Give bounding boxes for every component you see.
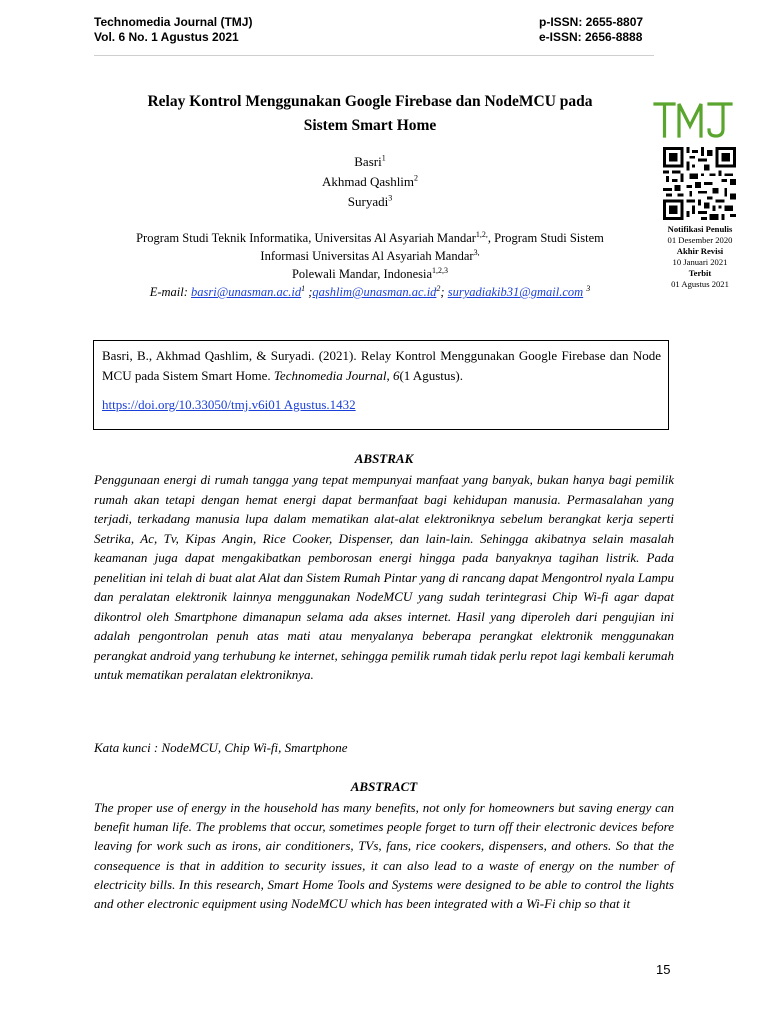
notif-label: Notifikasi Penulis xyxy=(667,224,733,234)
doi-link[interactable]: https://doi.org/10.33050/tmj.v6i01 Agustus.1432 xyxy=(102,397,356,412)
journal-header xyxy=(94,15,252,45)
author-list xyxy=(200,152,540,212)
title-line-1: Relay Kontrol Menggunakan Google Firebase dan NodeMCU pada xyxy=(147,93,593,110)
abstrak-body: Penggunaan energi di rumah tangga yang tepat mempunyai manfaat yang banyak, bukan hanya bagi pemilik rumah akan tetapi dengan hemat energi dapat bermanfaat bagi kehidupan manusia. Permasalahan yang terjadi, terkadang manusia lupa dalam mematikan alat-alat elektroniknya sebelum berangkat kerja seperti Setrika, Ac, Tv, Kipas Angin, Rice Cooker, Dispenser, dan lain-lain. Sehingga akibatnya selain masalah keamanan juga dapat mengakibatkan pemborosan energi hingga pada banyaknya tagihan listrik. Pada penelitian ini telah di buat alat Alat dan Sistem Rumah Pintar yang di rancang dapat Mengontrol nyala Lampu dan peralatan elektronik lainnya menggunakan NodeMCU yang sudah terintegrasi Chip Wi-fi agar dapat dikontrol oleh Smartphone dimanapun selama ada akses internet. Hasil yang diperoleh dari pengujian ini adalah pengontrolan penuh atas mati atau menyalanya beberapa perangkat elektronik menggunakan perangkat android yang terhubung ke internet, sehingga pemilik rumah tidak perlu repot lagi kembali kerumah untuk mematikan peralatan elektroniknya. xyxy=(94,472,674,682)
author: Basri$^1$ xyxy=(354,153,386,169)
citation-box: Basri, B., Akhmad Qashlim, & Suryadi. (2021). Relay Kontrol Menggunakan Google Firebase dan Node MCU pada Sistem Smart Home. Technomedia Journal, 6(1 Agustus). https://doi.org/10.33050/tmj.v6i01 Agustus.1432 xyxy=(93,340,669,430)
published-date: 01 Agustus 2021 xyxy=(671,279,729,289)
header-divider xyxy=(94,55,654,56)
author: Suryadi$^3$ xyxy=(347,193,393,209)
revision-label: Akhir Revisi xyxy=(676,246,724,256)
author: Akhmad Qashlim$^2$ xyxy=(321,173,419,189)
author-notification xyxy=(648,224,752,290)
email-link-1[interactable]: basri@unasman.ac.id xyxy=(191,285,302,299)
paper-title xyxy=(100,90,640,138)
abstract-heading: ABSTRACT xyxy=(350,779,418,794)
logo-text: TMJ xyxy=(653,101,655,102)
email-link-2[interactable]: qashlim@unasman.ac.id xyxy=(312,285,437,299)
notif-date: 01 Desember 2020 xyxy=(667,235,733,245)
affiliation: Program Studi Teknik Informatika, Universitas Al Asyariah Mandar$^{1,2,}$, Program Studi Sistem Informasi Universitas Al Asyariah Mandar$^{3,}$ Polewali Mandar, Indonesia$^{1,2,3}$ E-mail: $basri@unasman.ac.id^1$ $;qashlim@unasman.ac.id^2$; suryadiakib31@gmail.com $^3$ xyxy=(94,229,646,301)
tmj-logo xyxy=(653,101,735,139)
p-issn: p-ISSN: 2655-8807 xyxy=(539,15,644,29)
issn-block xyxy=(539,15,643,45)
abstrak-heading: ABSTRAK xyxy=(354,451,414,466)
e-issn: e-ISSN: 2656-8888 xyxy=(539,30,643,44)
page-number: 15 xyxy=(656,962,671,977)
title-line-2: Sistem Smart Home xyxy=(303,117,437,134)
published-label: Terbit xyxy=(688,268,712,278)
qr-code-icon[interactable] xyxy=(662,147,737,220)
revision-date: 10 Januari 2021 xyxy=(672,257,728,267)
journal-name: Technomedia Journal (TMJ) xyxy=(94,15,253,29)
abstract-body: The proper use of energy in the household has many benefits, not only for homeowners but saving energy can benefit human life. The problems that occur, sometimes people forget to turn off their electronic devices before leaving for work such as irons, air conditioners, TVs, fans, rice cookers, dispensers, and others. So that the consequence is that in addition to security issues, it can also lead to a waste of energy on the number of electricity bills. In this research, Smart Home Tools and Systems were designed to be able to control the lights and other electronic equipment using NodeMCU which has been integrated with a Wi-Fi chip so that it xyxy=(94,800,674,912)
email-line: E-mail: $basri@unasman.ac.id^1$ $;qashlim@unasman.ac.id^2$; suryadiakib31@gmail.com $^3$ xyxy=(149,283,591,299)
email-link-3[interactable]: suryadiakib31@gmail.com xyxy=(447,285,584,299)
journal-volume: Vol. 6 No. 1 Agustus 2021 xyxy=(94,30,239,44)
keywords: Kata kunci : NodeMCU, Chip Wi-fi, Smartphone xyxy=(94,740,348,755)
